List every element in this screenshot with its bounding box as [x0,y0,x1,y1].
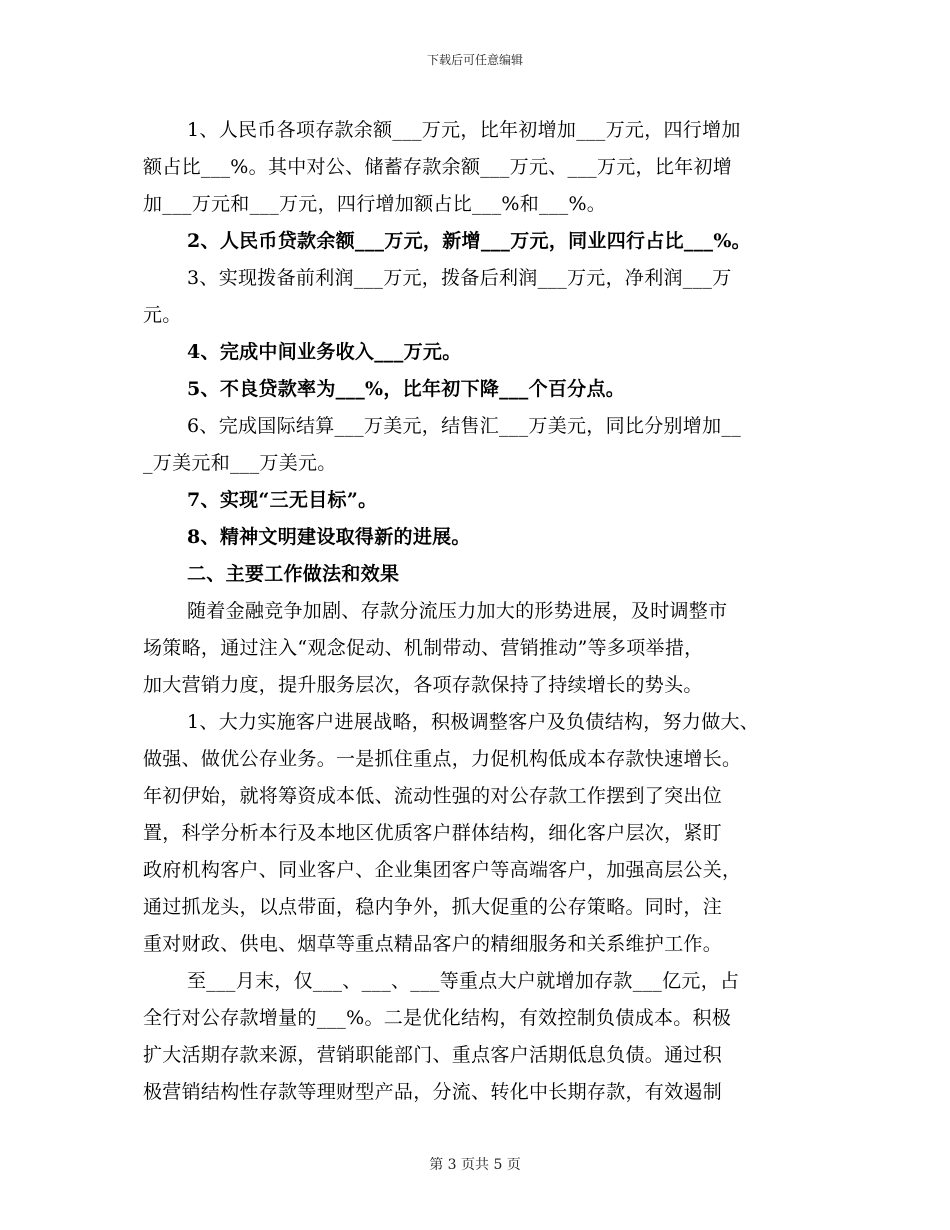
text-line: 年初伊始，就将筹资成本低、流动性强的对公存款工作摆到了突出位 [143,785,723,807]
text-line: 3、实现拨备前利润___万元，拨备后利润___万元，净利润___万 [187,267,732,289]
text-line: 额占比___%。其中对公、储蓄存款余额___万元、___万元，比年初增 [143,156,733,178]
page-footer: 第 3 页共 5 页 [429,1157,521,1173]
text-line: 二、主要工作做法和效果 [187,563,400,585]
text-line: 全行对公存款增量的___%。二是优化结构，有效控制负债成本。积极 [143,1007,732,1029]
text-line: 重对财政、供电、烟草等重点精品客户的精细服务和关系维护工作。 [143,933,723,955]
text-line: 加大营销力度，提升服务层次，各项存款保持了持续增长的势头。 [143,674,703,696]
text-line: 6、完成国际结算___万美元，结售汇___万美元，同比分别增加__ [187,415,741,437]
text-line: 7、实现“三无目标”。 [187,489,378,511]
text-line: 扩大活期存款来源，营销职能部门、重点客户活期低息负债。通过积 [143,1044,723,1066]
text-line: 场策略，通过注入“观念促动、机制带动、营销推动”等多项举措， [143,637,704,659]
text-line: _万美元和___万美元。 [143,452,337,474]
text-line: 5、不良贷款率为___%，比年初下降___个百分点。 [187,378,626,400]
document-body [143,112,807,1111]
text-line: 政府机构客户、同业客户、企业集团客户等高端客户，加强高层公关， [143,859,742,881]
text-line: 至___月末，仅___、___、___等重点大户就增加存款___亿元，占 [187,970,740,992]
text-line: 极营销结构性存款等理财型产品，分流、转化中长期存款，有效遏制 [143,1081,723,1103]
text-line: 元。 [143,304,182,326]
text-line: 8、精神文明建设取得新的进展。 [187,526,471,548]
text-line: 1、人民币各项存款余额___万元，比年初增加___万元，四行增加 [187,119,741,141]
page-header: 下载后可任意编辑 [426,53,523,67]
text-line: 随着金融竞争加剧、存款分流压力加大的形势进展，及时调整市 [187,600,728,622]
text-line: 做强、做优公存业务。一是抓住重点，力促机构低成本存款快速增长。 [143,748,742,770]
text-line: 通过抓龙头，以点带面，稳内争外，抓大促重的公存策略。同时，注 [143,896,723,918]
text-line: 1、大力实施客户进展战略，积极调整客户及负债结构，努力做大、 [187,711,760,733]
text-line: 置，科学分析本行及本地区优质客户群体结构，细化客户层次，紧盯 [143,822,723,844]
text-line: 4、完成中间业务收入___万元。 [187,341,462,363]
text-line: 加___万元和___万元，四行增加额占比___%和___%。 [143,193,607,215]
text-line: 2、人民币贷款余额___万元，新增___万元，同业四行占比___%。 [187,230,751,252]
